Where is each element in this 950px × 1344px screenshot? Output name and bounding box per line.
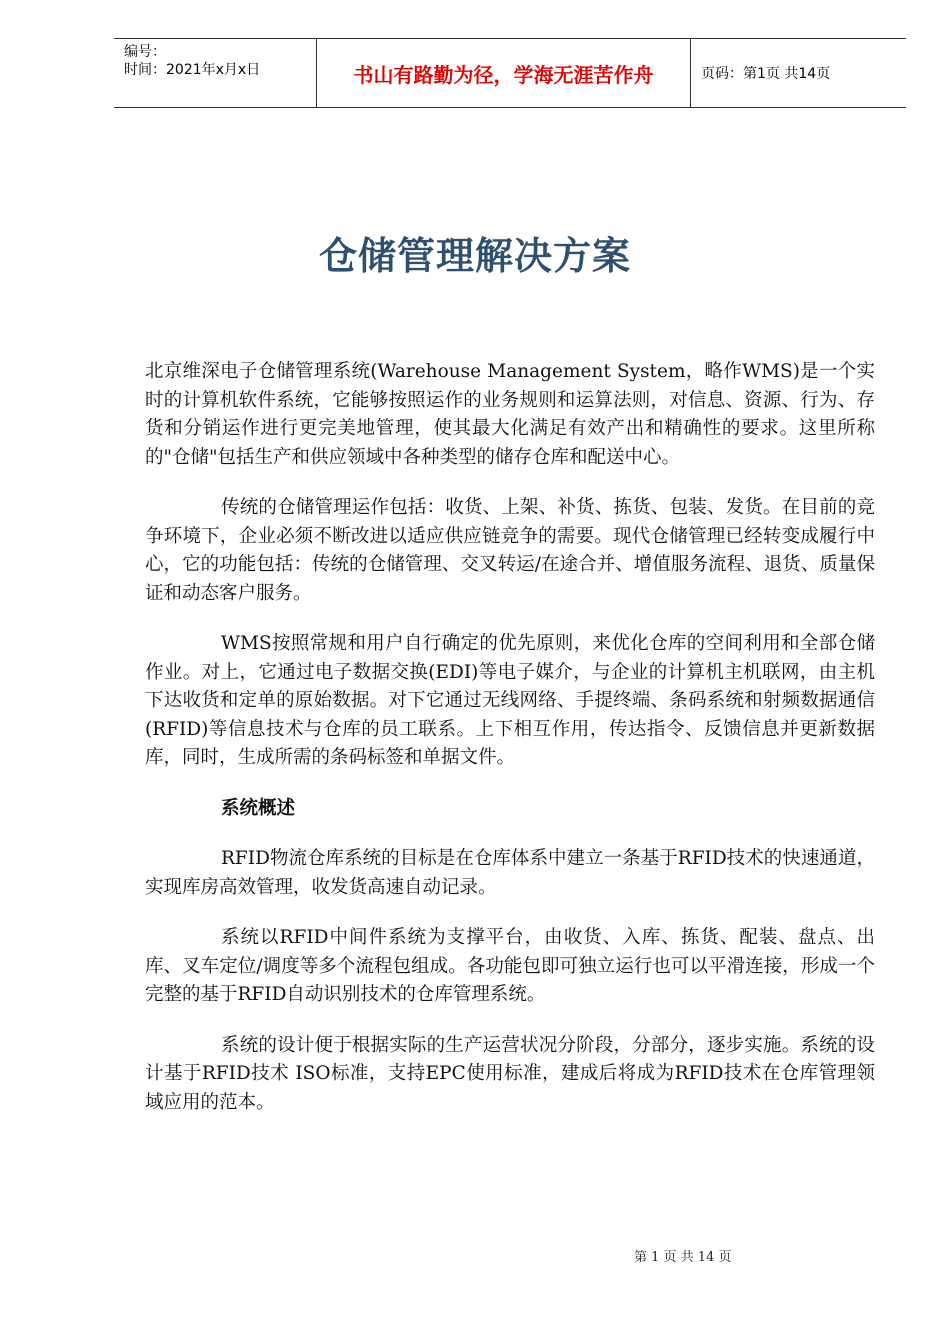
document-header bbox=[114, 38, 906, 108]
paragraph-intro: 北京维深电子仓储管理系统(Warehouse Management System，略作WMS)是一个实时的计算机软件系统，它能够按照运作的业务规则和运算法则，对信息、资源、行为、存货和分销运作进行更完美地管理，使其最大化满足有效产出和精确性的要求。这里所称的"仓储"包括生产和供应领域中各种类型的储存仓库和配送中心。 bbox=[145, 361, 875, 468]
paragraph-design: 系统的设计便于根据实际的生产运营状况分阶段，分部分，逐步实施。系统的设计基于RFID技术 ISO标准，支持EPC使用标准，建成后将成为RFID技术在仓库管理领域应用的范本。 bbox=[145, 1034, 875, 1113]
paragraph-platform: 系统以RFID中间件系统为支撑平台，由收货、入库、拣货、配装、盘点、出库、叉车定位/调度等多个流程包组成。各功能包即可独立运行也可以平滑连接，形成一个完整的基于RFID自动识别技术的仓库管理系统。 bbox=[145, 927, 875, 1005]
header-meta bbox=[114, 39, 317, 107]
section-heading-overview: 系统概述 bbox=[221, 797, 296, 819]
header-page-info: 页码：第1页 共14页 bbox=[701, 66, 831, 82]
time-label: 时间：2021年x月x日 bbox=[124, 62, 261, 78]
document-title: 仓储管理解决方案 bbox=[318, 233, 631, 278]
document-body bbox=[145, 358, 875, 1139]
paragraph-goal: RFID物流仓库系统的目标是在仓库体系中建立一条基于RFID技术的快速通道，实现库房高效管理，收发货高速自动记录。 bbox=[145, 848, 875, 898]
paragraph-wms: WMS按照常规和用户自行确定的优先原则，来优化仓库的空间利用和全部仓储作业。对上，它通过电子数据交换(EDI)等电子媒介，与企业的计算机主机联网，由主机下达收货和定单的原始数据。对下它通过无线网络、手提终端、条码系统和射频数据通信(RFID)等信息技术与仓库的员工联系。上下相互作用，传达指令、反馈信息并更新数据库，同时，生成所需的条码标签和单据文件。 bbox=[145, 633, 875, 768]
header-motto: 书山有路勤为径，学海无涯苦作舟 bbox=[317, 39, 691, 107]
page-footer: 第 1 页 共 14 页 bbox=[634, 1250, 732, 1265]
serial-number-label: 编号： bbox=[124, 44, 166, 60]
paragraph-traditional: 传统的仓储管理运作包括：收货、上架、补货、拣货、包装、发货。在目前的竞争环境下，企业必须不断改进以适应供应链竞争的需要。现代仓储管理已经转变成履行中心，它的功能包括：传统的仓储管理、交叉转运/在途合并、增值服务流程、退货、质量保证和动态客户服务。 bbox=[145, 497, 875, 604]
